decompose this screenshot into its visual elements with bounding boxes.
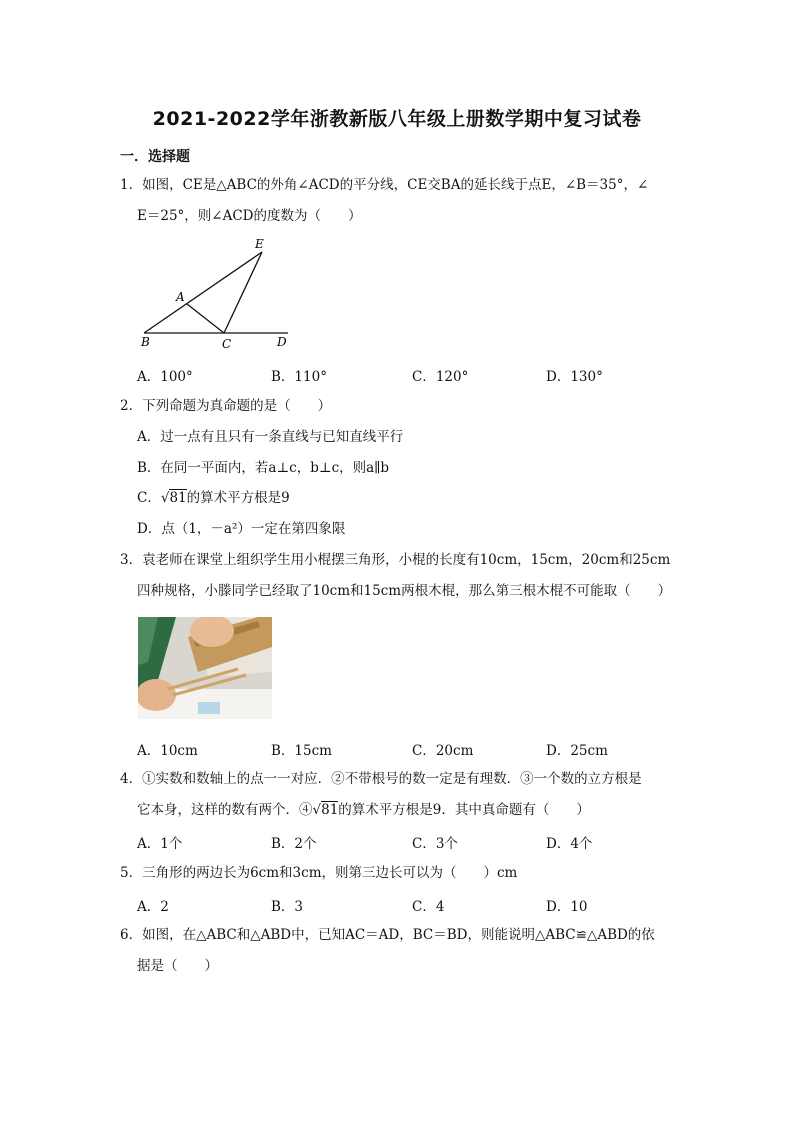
q4-line2-radicand: 81 — [321, 802, 339, 818]
q2-option-c-radicand: 81 — [169, 490, 187, 506]
q1-option-d[interactable]: D．130° — [546, 369, 603, 385]
q2-option-c[interactable] — [137, 489, 290, 507]
q2-option-a[interactable]: A．过一点有且只有一条直线与已知直线平行 — [137, 429, 404, 445]
q3-option-a[interactable]: A．10cm — [137, 743, 198, 759]
q5-option-c[interactable]: C．4 — [412, 899, 445, 915]
q4-stem-line1: 4．①实数和数轴上的点一一对应．②不带根号的数一定是有理数．③一个数的立方根是 — [120, 771, 642, 787]
q1-stem-line2: E＝25°，则∠ACD的度数为（ ） — [137, 208, 362, 224]
q5-stem: 5．三角形的两边长为6cm和3cm，则第三边长可以为（ ）cm — [120, 865, 518, 881]
q1-stem-line1: 1．如图，CE是△ABC的外角∠ACD的平分线，CE交BA的延长线于点E，∠B＝35°，∠ — [120, 177, 649, 193]
q6-stem-line1: 6．如图，在△ABC和△ABD中，已知AC＝AD，BC＝BD，则能说明△ABC≌△ABD的依 — [120, 927, 655, 943]
label-C: C — [222, 337, 232, 351]
sqrt-symbol: √ — [160, 490, 170, 506]
q2-option-d[interactable]: D．点（1，－a²）一定在第四象限 — [137, 521, 346, 537]
q4-line2-suffix: 的算术平方根是9．其中真命题有（ ） — [338, 802, 590, 818]
q1-option-a[interactable]: A．100° — [137, 369, 193, 385]
q2-option-c-suffix: 的算术平方根是9 — [186, 490, 290, 506]
page-title: 2021-2022学年浙教新版八年级上册数学期中复习试卷 — [152, 108, 642, 130]
label-A: A — [176, 290, 185, 304]
q4-line2-prefix: 它本身，这样的数有两个．④ — [137, 802, 313, 818]
q5-option-b[interactable]: B．3 — [271, 899, 304, 915]
sqrt-symbol: √ — [312, 802, 322, 818]
q4-option-c[interactable]: C．3个 — [412, 836, 458, 852]
q2-stem: 2．下列命题为真命题的是（ ） — [120, 398, 332, 414]
q3-option-c[interactable]: C．20cm — [412, 743, 474, 759]
q5-option-a[interactable]: A．2 — [137, 899, 169, 915]
q3-stem-line1: 3．袁老师在课堂上组织学生用小棍摆三角形，小棍的长度有10cm，15cm，20cm和25cm — [120, 552, 671, 568]
q4-option-a[interactable]: A．1个 — [137, 836, 183, 852]
q1-option-b[interactable]: B．110° — [271, 369, 327, 385]
q4-option-d[interactable]: D．4个 — [546, 836, 593, 852]
q3-photo-sticks — [138, 617, 272, 719]
label-D: D — [277, 335, 287, 349]
q4-stem-line2 — [137, 801, 590, 819]
q3-option-b[interactable]: B．15cm — [271, 743, 332, 759]
q4-option-b[interactable]: B．2个 — [271, 836, 317, 852]
q1-triangle-figure — [138, 236, 298, 352]
label-E: E — [255, 237, 264, 251]
q5-option-d[interactable]: D．10 — [546, 899, 588, 915]
q6-stem-line2: 据是（ ） — [137, 958, 218, 974]
q3-stem-line2: 四种规格，小滕同学已经取了10cm和15cm两根木棍，那么第三根木棍不可能取（ ） — [137, 583, 672, 599]
q3-option-d[interactable]: D．25cm — [546, 743, 608, 759]
q1-option-c[interactable]: C．120° — [412, 369, 469, 385]
q2-option-b[interactable]: B．在同一平面内，若a⊥c，b⊥c，则a∥b — [137, 460, 390, 476]
q2-option-c-prefix: C． — [137, 490, 161, 506]
section-heading: 一．选择题 — [120, 149, 190, 165]
label-B: B — [141, 335, 150, 349]
